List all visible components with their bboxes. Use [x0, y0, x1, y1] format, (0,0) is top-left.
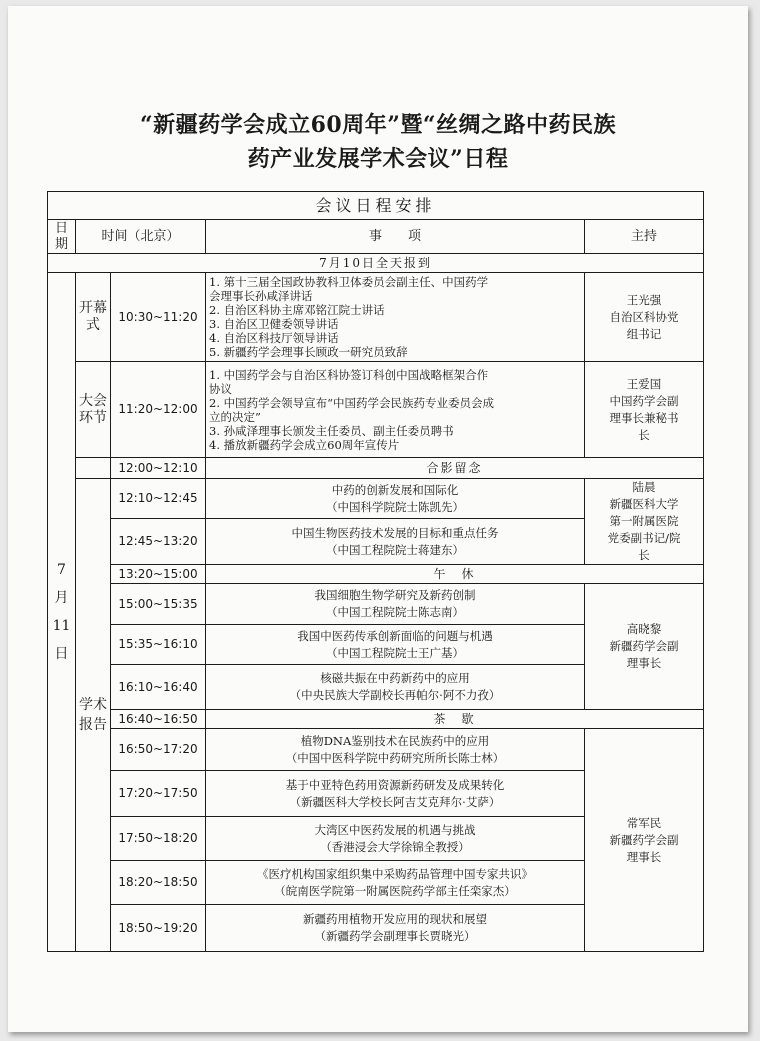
talk-time: 18:20~18:50 [111, 861, 206, 905]
talk-speaker: （香港浸会大学徐锦全教授） [320, 839, 470, 854]
host-block-3 [585, 729, 704, 952]
opening-item: 4. 自治区科技厅领导讲话 [209, 331, 339, 345]
talk-speaker: （中国科学院院士陈凯先） [326, 499, 464, 514]
opening-time: 10:30~11:20 [111, 273, 206, 362]
header-time: 时间（北京） [76, 220, 206, 254]
host-line: 王爱国 [626, 376, 662, 391]
assembly-item: 3. 孙咸泽理事长颁发主任委员、副主任委员聘书 [209, 423, 454, 438]
opening-item: 5. 新疆药学会理事长顾政一研究员致辞 [209, 345, 408, 359]
host-block-1 [585, 479, 704, 565]
lunch-time: 13:20~15:00 [111, 565, 206, 584]
talk-item [206, 519, 585, 565]
host-line: 新疆药学会副 [609, 639, 679, 653]
talk-speaker: （中国工程院院士王广基） [326, 645, 464, 660]
talk-topic: 大湾区中医药发展的机遇与挑战 [314, 822, 476, 837]
talk-topic: 我国中医药传承创新面临的问题与机遇 [297, 628, 493, 643]
talk-item [206, 771, 585, 817]
assembly-item: 立的决定” [209, 409, 261, 424]
host-line: 陆晨 [632, 480, 656, 494]
talk-item [206, 729, 585, 771]
assembly-item: 1. 中国药学会与自治区科协签订科创中国战略框架合作 [209, 367, 489, 382]
host-line: 常军民 [626, 815, 662, 830]
talk-topic: 新疆药用植物开发应用的现状和展望 [303, 912, 487, 926]
talk-speaker: （新疆药学会副理事长贾晓光） [314, 929, 476, 943]
opening-item: 1. 第十三届全国政协教科卫体委员会副主任、中国药学 [209, 275, 489, 289]
header-host: 主持 [585, 220, 704, 254]
day-label: 7月11日 [48, 273, 76, 952]
assembly-item: 4. 播放新疆药学会成立60周年宣传片 [209, 437, 400, 452]
talk-topic: 中国生物医药技术发展的目标和重点任务 [291, 525, 499, 540]
host-line: 理事长兼秘书 [609, 410, 679, 425]
host-block-2 [585, 584, 704, 710]
talk-time: 15:00~15:35 [111, 584, 206, 625]
talk-time: 17:50~18:20 [111, 817, 206, 861]
talk-item [206, 584, 585, 625]
talk-topic: 植物DNA鉴别技术在民族药中的应用 [300, 733, 490, 748]
talk-item [206, 817, 585, 861]
talk-topic: 中药的创新发展和国际化 [331, 482, 459, 497]
assembly-item: 2. 中国药学会领导宣布“中国药学会民族药专业委员会成 [209, 395, 495, 410]
photo-spacer [76, 458, 111, 479]
talk-time: 12:45~13:20 [111, 519, 206, 565]
assembly-time: 11:20~12:00 [111, 362, 206, 458]
opening-host [585, 273, 704, 362]
host-line: 王光强 [626, 292, 662, 307]
header-event: 事 项 [206, 220, 585, 254]
talk-item [206, 861, 585, 905]
host-line: 长 [638, 548, 650, 562]
talk-speaker: （中国工程院院士蒋建东） [326, 542, 464, 557]
table-title: 会议日程安排 [48, 192, 704, 220]
talk-speaker: （新疆医科大学校长阿吉艾克拜尔·艾萨） [289, 794, 501, 809]
talk-time: 18:50~19:20 [111, 905, 206, 952]
header-date: 日期 [48, 220, 76, 254]
academic-label: 学术报告 [76, 479, 111, 952]
host-line: 高晓黎 [626, 622, 662, 636]
opening-label: 开幕式 [76, 273, 111, 362]
host-line: 自治区科协党 [609, 309, 679, 324]
talk-speaker: （中国中医科学院中药研究所所长陈士林） [285, 750, 505, 765]
talk-speaker: （中央民族大学副校长再帕尔·阿不力孜） [289, 688, 501, 702]
host-line: 党委副书记/院 [607, 531, 681, 545]
talk-speaker: （中国工程院院士陈志南） [326, 605, 464, 619]
talk-time: 16:50~17:20 [111, 729, 206, 771]
talk-item [206, 625, 585, 665]
talk-item [206, 905, 585, 952]
host-line: 新疆药学会副 [609, 832, 679, 847]
host-line: 第一附属医院 [609, 514, 679, 528]
host-line: 理事长 [626, 849, 662, 864]
schedule-table [47, 191, 704, 952]
talk-time: 17:20~17:50 [111, 771, 206, 817]
talk-topic: 我国细胞生物学研究及新药创制 [314, 588, 476, 602]
opening-items [206, 273, 585, 362]
talk-time: 15:35~16:10 [111, 625, 206, 665]
document-title-line-2: 药产业发展学术会议”日程 [247, 146, 509, 172]
document-title-line-1: “新疆药学会成立60周年”暨“丝绸之路中药民族 [139, 112, 617, 138]
photo-label: 合影留念 [206, 458, 704, 479]
lunch-label: 午 休 [206, 565, 704, 584]
talk-topic: 基于中亚特色药用资源新药研发及成果转化 [285, 777, 505, 792]
assembly-item: 协议 [209, 381, 232, 396]
registration-row: 7月10日全天报到 [48, 254, 704, 273]
talk-speaker: （皖南医学院第一附属医院药学部主任栾家杰） [274, 883, 516, 898]
talk-item [206, 665, 585, 710]
opening-item: 3. 自治区卫健委领导讲话 [209, 317, 339, 331]
assembly-items [206, 362, 585, 458]
host-line: 理事长 [626, 656, 662, 670]
talk-time: 16:10~16:40 [111, 665, 206, 710]
host-line: 长 [638, 427, 650, 442]
host-line: 组书记 [626, 326, 662, 341]
tea-label: 茶 歇 [206, 710, 704, 729]
talk-topic: 《医疗机构国家组织集中采购药品管理中国专家共识》 [257, 866, 533, 881]
host-line: 新疆医科大学 [609, 497, 679, 511]
opening-item: 会理事长孙咸泽讲话 [209, 289, 313, 303]
talk-topic: 核磁共振在中药新药中的应用 [320, 671, 470, 685]
talk-time: 12:10~12:45 [111, 479, 206, 519]
opening-item: 2. 自治区科协主席邓铭江院士讲话 [209, 303, 385, 317]
talk-item [206, 479, 585, 519]
assembly-label: 大会环节 [76, 362, 111, 458]
tea-time: 16:40~16:50 [111, 710, 206, 729]
photo-time: 12:00~12:10 [111, 458, 206, 479]
host-line: 中国药学会副 [609, 393, 679, 408]
assembly-host [585, 362, 704, 458]
